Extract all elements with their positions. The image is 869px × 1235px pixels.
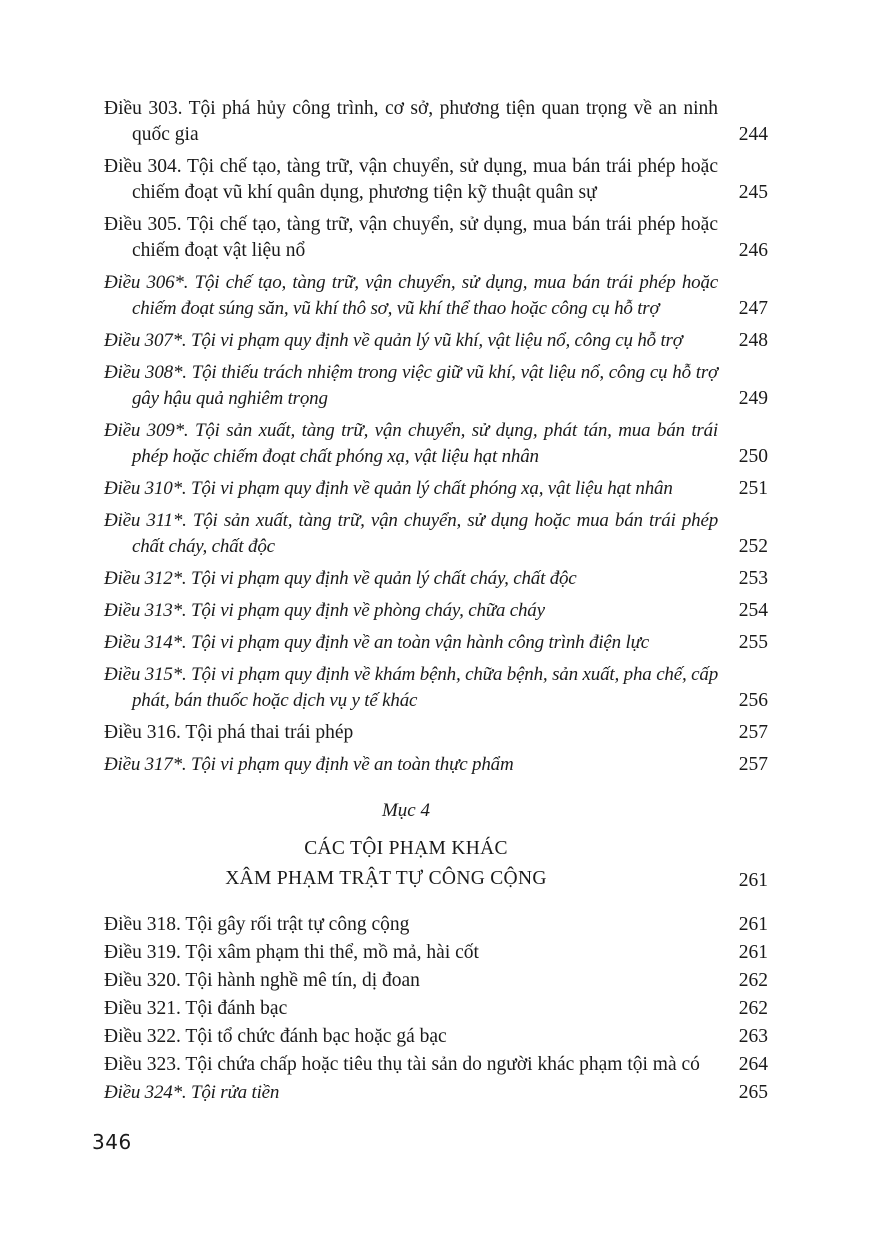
toc-entry-title: Điều 311*. Tội sản xuất, tàng trữ, vận chuyển, sử dụng hoặc mua bán trái phép chất cháy, chất độc [104,510,718,557]
toc-entry-page: 252 [738,536,768,557]
toc-entry [104,270,768,322]
toc-list-part-2 [104,912,768,1106]
toc-entry-page: 250 [738,446,768,467]
toc-entry-page: 257 [738,754,768,775]
toc-entry [104,630,768,656]
toc-entry-title: Điều 304. Tội chế tạo, tàng trữ, vận chuyển, sử dụng, mua bán trái phép hoặc chiếm đoạt vũ khí quân dụng, phương tiện kỹ thuật quân sự [104,156,718,203]
toc-entry-title: Điều 305. Tội chế tạo, tàng trữ, vận chuyển, sử dụng, mua bán trái phép hoặc chiếm đoạt vật liệu nổ [104,214,718,261]
toc-entry-title: Điều 309*. Tội sản xuất, tàng trữ, vận chuyển, sử dụng, phát tán, mua bán trái phép hoặc chiếm đoạt chất phóng xạ, vật liệu hạt nhân [104,420,718,467]
toc-entry-page: 251 [738,478,768,499]
section-title-line-2: XÂM PHẠM TRẬT TỰ CÔNG CỘNG [225,868,547,889]
toc-entry [104,1052,768,1078]
toc-entry-page: 261 [738,942,768,963]
toc-entry [104,720,768,746]
toc-entry [104,360,768,412]
toc-entry-page: 255 [738,632,768,653]
toc-entry-title: Điều 313*. Tội vi phạm quy định về phòng cháy, chữa cháy [104,600,545,621]
toc-entry [104,328,768,354]
toc-entry [104,912,768,938]
toc-entry [104,1024,768,1050]
toc-entry-title: Điều 308*. Tội thiếu trách nhiệm trong việc giữ vũ khí, vật liệu nổ, công cụ hỗ trợ gây hậu quả nghiêm trọng [104,362,718,409]
toc-entry-title: Điều 306*. Tội chế tạo, tàng trữ, vận chuyển, sử dụng, mua bán trái phép hoặc chiếm đoạt súng săn, vũ khí thô sơ, vũ khí thể thao hoặc công cụ hỗ trợ [104,272,718,319]
toc-entry-title: Điều 315*. Tội vi phạm quy định về khám bệnh, chữa bệnh, sản xuất, pha chế, cấp phát, bán thuốc hoặc dịch vụ y tế khác [104,664,718,711]
toc-entry-title: Điều 303. Tội phá hủy công trình, cơ sở, phương tiện quan trọng về an ninh quốc gia [104,98,718,145]
toc-entry-page: 246 [738,240,768,261]
section-title-line-1: CÁC TỘI PHẠM KHÁC [304,838,508,859]
toc-entry-title: Điều 322. Tội tổ chức đánh bạc hoặc gá bạc [104,1026,447,1047]
toc-entry-page: 256 [738,690,768,711]
toc-entry [104,1080,768,1106]
toc-entry-title: Điều 314*. Tội vi phạm quy định về an toàn vận hành công trình điện lực [104,632,649,653]
toc-entry-page: 261 [738,914,768,935]
toc-entry-title: Điều 317*. Tội vi phạm quy định về an toàn thực phẩm [104,754,514,775]
toc-entry-title: Điều 307*. Tội vi phạm quy định về quản lý vũ khí, vật liệu nổ, công cụ hỗ trợ [104,330,683,351]
toc-entry-page: 257 [738,722,768,743]
toc-entry [104,154,768,206]
toc-entry-page: 262 [738,970,768,991]
toc-entry-title: Điều 310*. Tội vi phạm quy định về quản lý chất phóng xạ, vật liệu hạt nhân [104,478,673,499]
toc-entry-title: Điều 321. Tội đánh bạc [104,998,288,1019]
toc-entry-title: Điều 318. Tội gây rối trật tự công cộng [104,914,410,935]
table-of-contents [104,96,768,1108]
toc-entry-title: Điều 323. Tội chứa chấp hoặc tiêu thụ tài sản do người khác phạm tội mà có [104,1054,700,1075]
toc-entry [104,996,768,1022]
toc-entry-page: 253 [738,568,768,589]
toc-entry [104,968,768,994]
toc-entry-page: 248 [738,330,768,351]
toc-entry-page: 265 [738,1082,768,1103]
toc-entry-page: 262 [738,998,768,1019]
toc-entry-page: 245 [738,182,768,203]
toc-entry-page: 263 [738,1026,768,1047]
section-label: Mục 4 [381,800,430,821]
section-title-row [104,864,768,894]
toc-entry [104,598,768,624]
toc-entry-title: Điều 316. Tội phá thai trái phép [104,722,354,743]
toc-entry-page: 247 [738,298,768,319]
page-number: 346 [92,1130,132,1154]
toc-entry [104,418,768,470]
toc-entry [104,566,768,592]
toc-entry [104,212,768,264]
toc-entry-page: 244 [738,124,768,145]
toc-entry-title: Điều 319. Tội xâm phạm thi thể, mồ mả, hài cốt [104,942,479,963]
toc-entry-title: Điều 324*. Tội rửa tiền [104,1082,280,1103]
section-heading [104,798,768,894]
toc-entry-page: 264 [738,1054,768,1075]
section-page-number: 261 [738,870,768,891]
toc-entry-title: Điều 320. Tội hành nghề mê tín, dị đoan [104,970,420,991]
toc-entry [104,752,768,778]
toc-entry-title: Điều 312*. Tội vi phạm quy định về quản lý chất cháy, chất độc [104,568,577,589]
toc-entry [104,940,768,966]
toc-entry [104,662,768,714]
toc-entry-page: 249 [738,388,768,409]
toc-list-part-1 [104,96,768,778]
toc-entry [104,508,768,560]
toc-entry-page: 254 [738,600,768,621]
toc-entry [104,476,768,502]
toc-entry [104,96,768,148]
